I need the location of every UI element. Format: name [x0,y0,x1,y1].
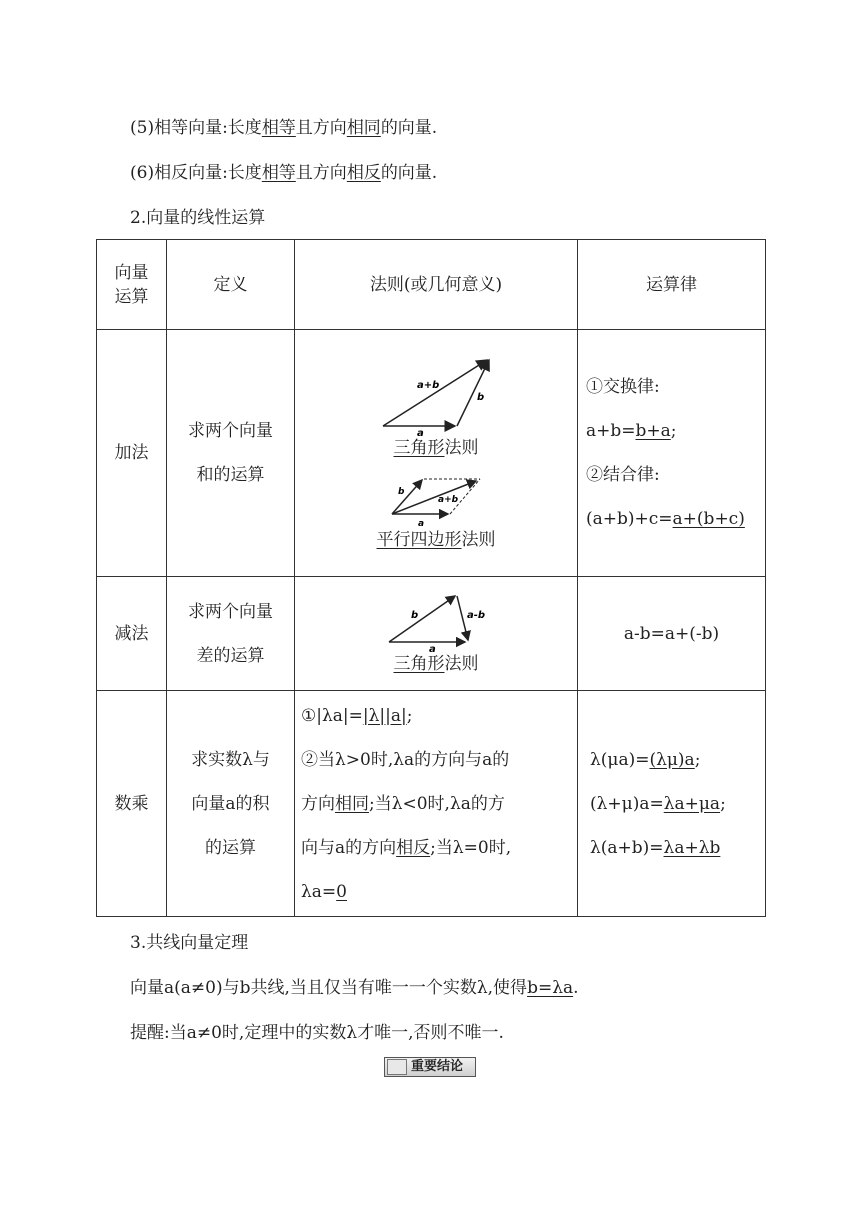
important-conclusion-badge: 重要结论 [384,1057,476,1077]
para-label-b: b [398,487,405,497]
scalar-law-2: (λ+μ)a=λa+μa; [590,793,726,814]
label-b: b [477,392,485,403]
rule-scalar: ①|λa|=|λ||a|; ②当λ>0时,λa的方向与a的 方向相同;当λ<0时,λa的方 向与a的方向相反;当λ=0时, λa=0 [295,691,578,917]
table-header-row [97,240,766,330]
op-subtraction: 减法 [97,577,167,691]
subtraction-figure [381,592,491,652]
reminder-note: 提醒:当a≠0时,定理中的实数λ才唯一,否则不唯一. [130,1023,504,1043]
para-label-a: a [418,519,425,528]
sub-label-b: b [411,609,419,621]
header-law: 运算律 [578,240,766,330]
scalar-rule-4: 向与a的方向相反;当λ=0时, [301,837,512,858]
scalar-law-1: λ(μa)=(λμ)a; [590,749,701,770]
scalar-law-3: λ(a+b)=λa+λb [590,837,721,858]
table-row-subtraction [97,577,766,691]
scalar-rule-3: 方向相同;当λ<0时,λa的方 [301,793,505,814]
parallelogram-rule-label: 平行四边形法则 [376,530,496,550]
sub-vector-b [389,596,455,642]
def-addition: 求两个向量 和的运算 [167,330,295,577]
sub-triangle-rule-label: 三角形法则 [393,653,479,674]
triangle-rule-label: 三角形法则 [393,438,479,458]
associative-law: (a+b)+c=a+(b+c) [586,509,745,529]
label-a: a [417,428,424,436]
label-a-plus-b: a+b [417,380,440,391]
rule-addition [295,330,578,577]
vector-operations-table [96,239,766,917]
scalar-rule-5: λa=0 [301,881,347,902]
op-scalar: 数乘 [97,691,167,917]
law-scalar [578,691,766,917]
header-op: 向量 运算 [97,240,167,330]
vector-b-arrow [457,360,489,426]
collinear-theorem-text: 向量a(a≠0)与b共线,当且仅当有唯一一个实数λ,使得b=λa. [130,978,579,998]
law-addition: ①交换律: a+b=b+a; ②结合律: (a+b)+c=a+(b+c) [578,330,766,577]
para-vector-sum [392,481,476,514]
law-subtraction: a-b=a+(-b) [578,577,766,691]
def-subtraction: 求两个向量 差的运算 [167,577,295,691]
vector-a-plus-b-arrow [383,360,487,426]
rule-subtraction [295,577,578,691]
sub-label-a: a [429,643,436,652]
def-scalar: 求实数λ与 向量a的积 的运算 [167,691,295,917]
sub-label-a-minus-b: a-b [467,609,486,621]
header-definition: 定义 [167,240,295,330]
parallelogram-rule-figure [386,470,486,528]
section-3-title: 3.共线向量定理 [130,933,249,953]
item-5-equal-vectors: (5)相等向量:长度相等且方向相同的向量. [130,118,438,138]
commutative-law: a+b=b+a; [586,421,677,441]
op-addition: 加法 [97,330,167,577]
scalar-rule-1: ①|λa|=|λ||a|; [301,705,413,726]
triangle-rule-figure [371,354,501,436]
section-2-title: 2.向量的线性运算 [130,208,266,228]
item-6-opposite-vectors: (6)相反向量:长度相等且方向相反的向量. [130,163,438,183]
para-label-a-plus-b: a+b [438,495,459,505]
list-icon [387,1059,407,1075]
header-rule: 法则(或几何意义) [295,240,578,330]
table-row-addition [97,330,766,577]
table-row-scalar-multiplication [97,691,766,917]
